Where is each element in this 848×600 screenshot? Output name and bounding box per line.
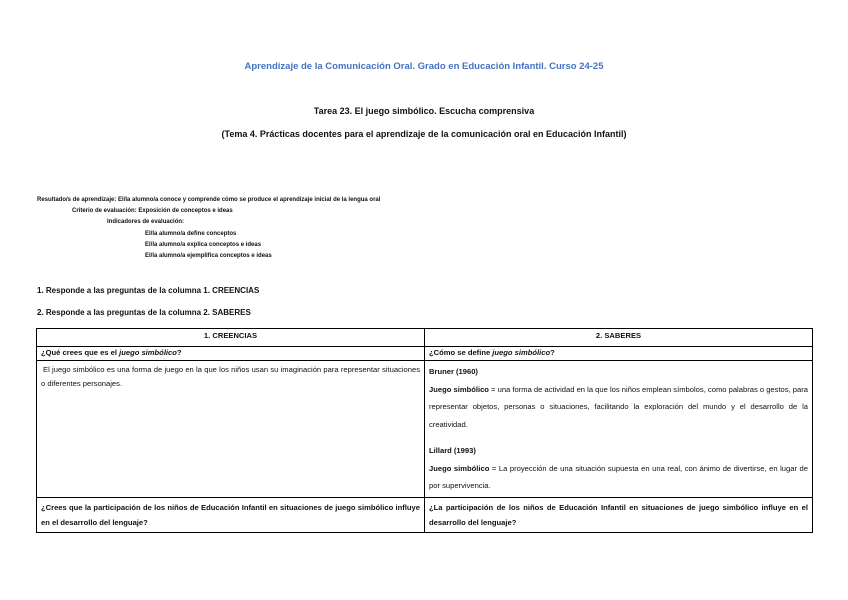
definition-bruner: Juego simbólico = una forma de actividad en la que los niños emplean símbolos, como palabras o gestos, para representar objetos, personas o situaciones, facilitando la exploración del mundo y el desarrollo de la creatividad. [429,384,809,429]
beliefs-knowledge-table [36,328,813,533]
question-2-beliefs: ¿Crees que la participación de los niños de Educación Infantil en situaciones de juego simbólico influye en el desarrollo del lenguaje? [37,497,425,532]
answer-1-knowledge[interactable] [425,361,813,498]
learning-result: Resultado/s de aprendizaje: El/la alumno/a conoce y comprende cómo se produce el aprendizaje inicial de la lengua oral [37,197,381,203]
author-bruner: Bruner (1960) [429,367,478,376]
column-header-saberes: 2. SABERES [425,329,813,347]
task-title: Tarea 23. El juego simbólico. Escucha comprensiva [313,106,535,116]
indicator-item: El/la alumno/a explica conceptos e ideas [145,241,262,248]
column-header-creencias: 1. CREENCIAS [37,329,425,347]
indicator-item: El/la alumno/a ejemplifica conceptos e ideas [145,253,272,260]
instruction-1: 1. Responde a las preguntas de la columna 1. CREENCIAS [37,286,260,295]
topic-subtitle: (Tema 4. Prácticas docentes para el aprendizaje de la comunicación oral en Educación Infantil) [221,129,627,139]
evaluation-criterion: Criterio de evaluación: Exposición de conceptos e ideas [72,208,233,215]
question-1-knowledge: ¿Cómo se define juego simbólico? [425,347,813,361]
instruction-2: 2. Responde a las preguntas de la columna 2. SABERES [37,308,251,317]
course-title: Aprendizaje de la Comunicación Oral. Grado en Educación Infantil. Curso 24-25 [244,61,604,72]
definition-lillard: Juego simbólico = La proyección de una situación supuesta en una real, con ánimo de divertirse, en lugar de por supervivencia. [429,463,808,490]
question-1-beliefs: ¿Qué crees que es el juego simbólico? [37,347,425,361]
learning-outcomes [37,195,380,262]
author-lillard: Lillard (1993) [429,446,476,455]
indicators-label: Indicadores de evaluación: [107,219,185,226]
answer-1-beliefs[interactable]: El juego simbólico es una forma de juego en la que los niños usan su imaginación para representar situaciones o diferentes personajes. [37,361,425,498]
indicator-item: El/la alumno/a define conceptos [145,230,237,237]
question-2-knowledge: ¿La participación de los niños de Educación Infantil en situaciones de juego simbólico influye en el desarrollo del lenguaje? [425,497,813,532]
